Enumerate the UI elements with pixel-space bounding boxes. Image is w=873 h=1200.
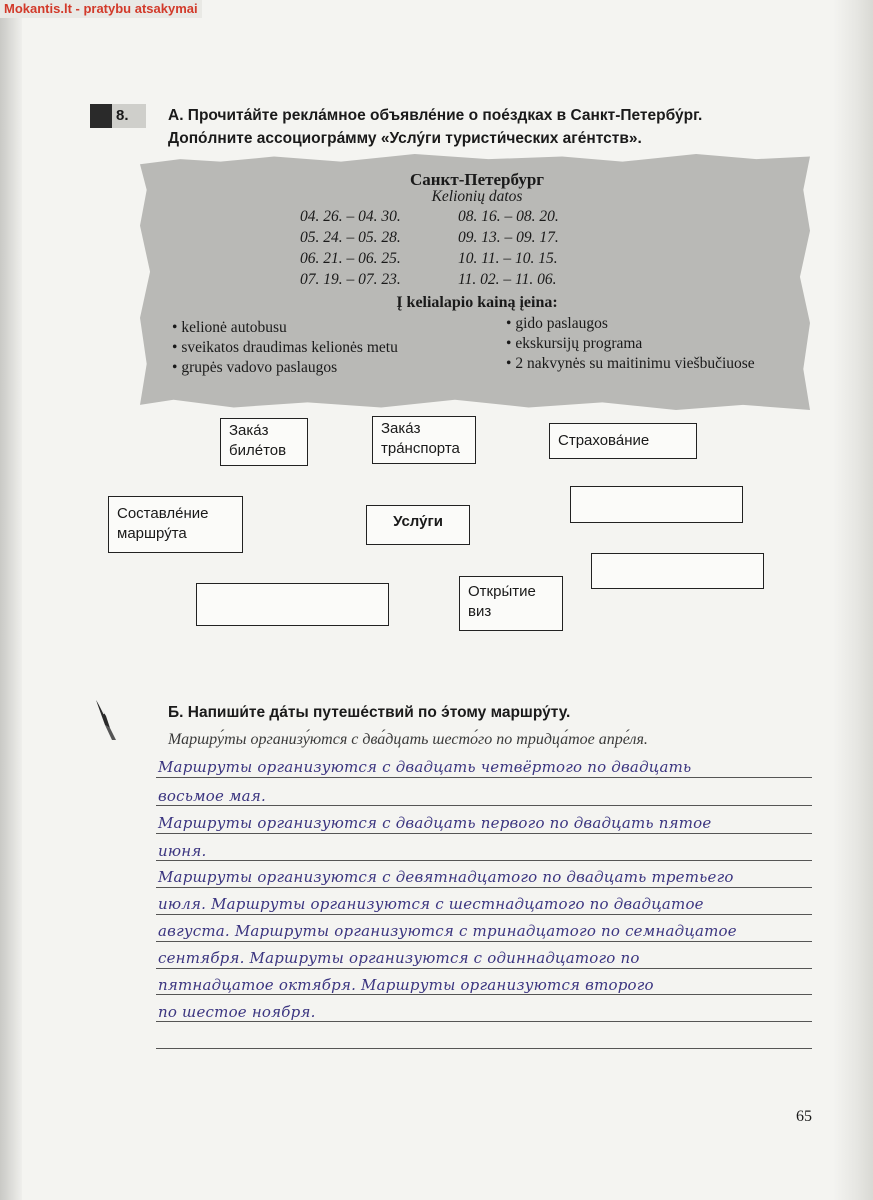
handwritten-answer-line: пятнадцатое октября. Маршруты организуются второго bbox=[158, 976, 654, 994]
diagram-box-empty-2[interactable] bbox=[591, 553, 764, 589]
list-item: • 2 nakvynės su maitinimu viešbučiuose bbox=[506, 354, 755, 374]
box-line: Зака́з bbox=[229, 422, 269, 439]
list-item: • ekskursijų programa bbox=[506, 334, 755, 354]
ad-title: Санкт-Петербург bbox=[409, 170, 545, 189]
writing-line bbox=[156, 833, 812, 834]
writing-line bbox=[156, 1048, 812, 1049]
writing-line bbox=[156, 994, 812, 995]
handwritten-answer-line: Маршруты организуются с двадцать четвёртого по двадцать bbox=[158, 758, 692, 776]
handwritten-answer-line: июня. bbox=[158, 842, 207, 860]
task-b-title: Б. Напиши́те да́ты путеше́ствий по э́тому маршру́ту. bbox=[168, 704, 571, 721]
handwritten-answer-line: сентября. Маршруты организуются с одиннадцатого по bbox=[158, 949, 640, 967]
writing-line bbox=[156, 777, 812, 778]
box-line: тра́нспорта bbox=[381, 440, 460, 457]
writing-line bbox=[156, 805, 812, 806]
writing-line bbox=[156, 1021, 812, 1022]
date-range: 08. 16. – 08. 20. bbox=[458, 208, 559, 225]
writing-line bbox=[156, 941, 812, 942]
exercise-number: 8. bbox=[112, 104, 146, 128]
diagram-center-services bbox=[366, 505, 470, 545]
task-b-example: Маршру́ты организу́ются с два́дцать шесто́го по тридца́тое апре́ля. bbox=[168, 731, 648, 748]
writing-line bbox=[156, 968, 812, 969]
ad-includes-title: Į kelialapio kainą įeina: bbox=[396, 294, 558, 311]
handwritten-answer-line: по шестое ноября. bbox=[158, 1003, 316, 1021]
diagram-box-insurance bbox=[549, 423, 697, 459]
advertisement-content bbox=[172, 170, 782, 396]
handwritten-answer-line: Маршруты организуются с двадцать первого по двадцать пятое bbox=[158, 814, 712, 832]
date-range: 07. 19. – 07. 23. bbox=[300, 271, 401, 288]
date-range: 10. 11. – 10. 15. bbox=[458, 250, 558, 267]
box-line: Составле́ние bbox=[117, 505, 209, 522]
list-item: • sveikatos draudimas kelionės metu bbox=[172, 338, 398, 358]
diagram-box-route bbox=[108, 496, 243, 553]
includes-list-left bbox=[172, 318, 398, 378]
page-binding-shadow bbox=[0, 0, 22, 1200]
task-a-line-2: Допо́лните ассоциогра́мму «Услу́ги туристи́ческих аге́нтств». bbox=[168, 130, 642, 147]
ad-subtitle: Kelionių datos bbox=[431, 188, 523, 205]
dates-column-right bbox=[458, 206, 559, 290]
page-edge-shadow bbox=[833, 0, 873, 1200]
diagram-box-empty-3[interactable] bbox=[196, 583, 389, 626]
diagram-box-transport bbox=[372, 416, 476, 464]
box-line: Услу́ги bbox=[393, 513, 443, 530]
task-a-line-1: А. Прочита́йте рекла́мное объявле́ние о пое́здках в Санкт-Петербу́рг. bbox=[168, 107, 703, 124]
box-line: биле́тов bbox=[229, 442, 287, 459]
diagram-box-tickets bbox=[220, 418, 308, 466]
box-line: виз bbox=[468, 603, 492, 620]
date-range: 06. 21. – 06. 25. bbox=[300, 250, 401, 267]
box-line: маршру́та bbox=[117, 525, 187, 542]
box-line: Зака́з bbox=[381, 420, 421, 437]
handwritten-answer-line: августа. Маршруты организуются с тринадцатого по семнадцатое bbox=[158, 922, 737, 940]
diagram-box-empty-1[interactable] bbox=[570, 486, 743, 523]
diagram-box-visa bbox=[459, 576, 563, 631]
date-range: 09. 13. – 09. 17. bbox=[458, 229, 559, 246]
date-range: 05. 24. – 05. 28. bbox=[300, 229, 401, 246]
handwritten-answer-line: июля. Маршруты организуются с шестнадцатого по двадцатое bbox=[158, 895, 704, 913]
watermark: Mokantis.lt - pratybu atsakymai bbox=[0, 0, 202, 18]
list-item: • gido paslaugos bbox=[506, 314, 755, 334]
box-line: Страхова́ние bbox=[558, 432, 650, 449]
task-a-instructions bbox=[168, 104, 788, 150]
list-item: • grupės vadovo paslaugos bbox=[172, 358, 398, 378]
includes-list-right bbox=[506, 314, 755, 374]
writing-line bbox=[156, 887, 812, 888]
writing-line bbox=[156, 860, 812, 861]
handwritten-answer-line: Маршруты организуются с девятнадцатого по двадцать третьего bbox=[158, 868, 734, 886]
writing-line bbox=[156, 914, 812, 915]
page-number: 65 bbox=[796, 1108, 812, 1125]
date-range: 04. 26. – 04. 30. bbox=[300, 208, 401, 225]
handwritten-answer-line: восьмое мая. bbox=[158, 787, 266, 805]
exercise-marker bbox=[90, 104, 112, 128]
date-range: 11. 02. – 11. 06. bbox=[458, 271, 557, 288]
box-line: Откры́тие bbox=[468, 583, 536, 600]
pen-icon bbox=[92, 698, 122, 742]
list-item: • kelionė autobusu bbox=[172, 318, 398, 338]
dates-column-left bbox=[300, 206, 401, 290]
